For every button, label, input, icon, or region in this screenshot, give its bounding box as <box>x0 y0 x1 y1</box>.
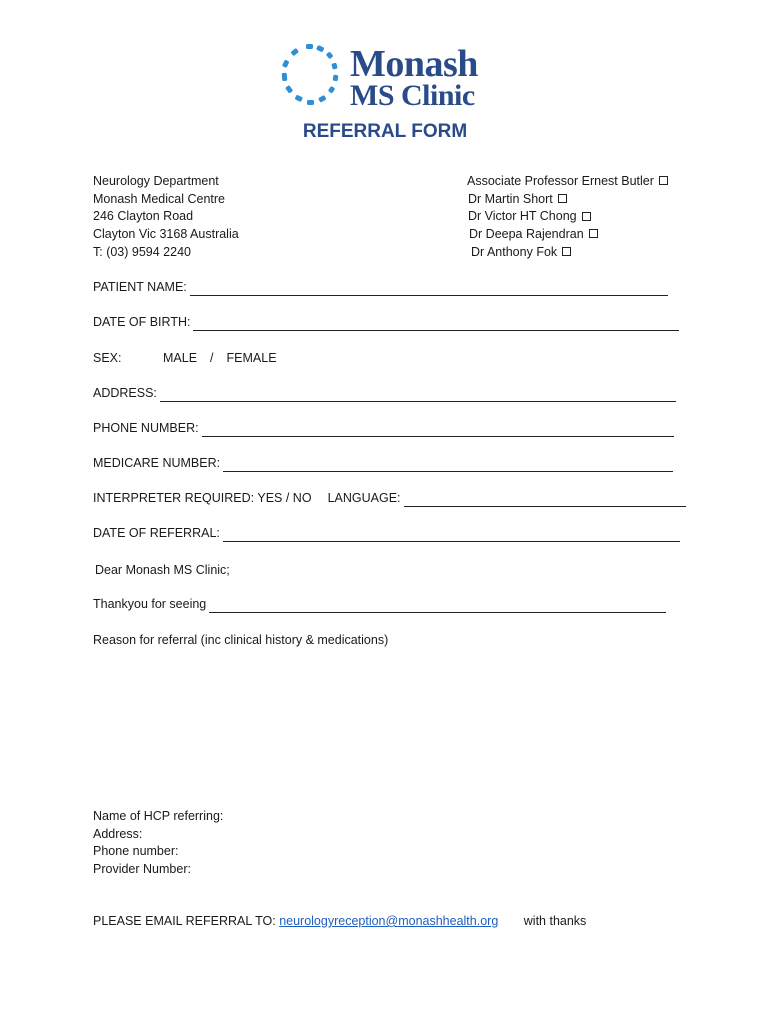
email-link[interactable]: neurologyreception@monashhealth.org <box>279 914 499 928</box>
doctor-option[interactable] <box>467 225 668 243</box>
address-input-line[interactable] <box>160 389 676 402</box>
address-line: Clayton Vic 3168 Australia <box>93 227 239 242</box>
doctor-checkbox[interactable] <box>659 176 668 185</box>
doctor-option[interactable] <box>467 243 668 261</box>
doctor-option[interactable] <box>467 207 668 225</box>
referral-date-field <box>93 524 680 542</box>
address-label: ADDRESS: <box>93 386 157 400</box>
address-line: Neurology Department <box>93 174 219 188</box>
doctor-checkbox[interactable] <box>558 194 567 203</box>
referral-date-label: DATE OF REFERRAL: <box>93 526 220 540</box>
email-instruction <box>93 912 586 930</box>
language-label: LANGUAGE: <box>327 491 401 505</box>
sex-separator: / <box>210 351 214 365</box>
thankyou-label: Thankyou for seeing <box>93 597 207 611</box>
doctor-list <box>467 172 668 260</box>
patient-name-input-line[interactable] <box>190 283 668 296</box>
interpreter-label[interactable]: INTERPRETER REQUIRED: YES / NO <box>93 491 312 505</box>
sex-field <box>93 349 277 367</box>
medicare-field <box>93 454 673 472</box>
sex-male-option[interactable]: MALE <box>163 351 198 365</box>
doctor-label: Associate Professor Ernest Butler <box>467 173 654 188</box>
doctor-checkbox[interactable] <box>582 212 591 221</box>
medicare-label: MEDICARE NUMBER: <box>93 456 221 470</box>
hcp-provider-label: Provider Number: <box>93 862 191 877</box>
letter-greeting: Dear Monash MS Clinic; <box>95 563 230 577</box>
address-line: 246 Clayton Road <box>93 209 194 224</box>
patient-name-label: PATIENT NAME: <box>93 280 187 294</box>
referral-date-input-line[interactable] <box>223 529 680 542</box>
phone-label: PHONE NUMBER: <box>93 421 199 435</box>
doctor-checkbox[interactable] <box>562 247 571 256</box>
medicare-input-line[interactable] <box>223 459 673 472</box>
dob-label: DATE OF BIRTH: <box>93 315 191 329</box>
dotted-ring-icon <box>278 42 348 112</box>
dob-field <box>93 313 679 331</box>
logo-text-ms-clinic: MS Clinic <box>350 79 475 112</box>
doctor-label: Dr Deepa Rajendran <box>469 226 584 241</box>
thankyou-input-line[interactable] <box>209 600 666 613</box>
logo-text-monash: Monash <box>350 43 478 85</box>
doctor-label: Dr Martin Short <box>468 191 553 206</box>
address-line: T: (03) 9594 2240 <box>93 244 191 259</box>
address-field <box>93 384 676 402</box>
reason-for-referral-label: Reason for referral (inc clinical history & medications) <box>93 633 389 647</box>
doctor-checkbox[interactable] <box>589 229 598 238</box>
closing-text: with thanks <box>523 914 587 928</box>
hcp-name-label: Name of HCP referring: <box>93 809 224 823</box>
patient-name-field <box>93 278 668 296</box>
doctor-label: Dr Anthony Fok <box>471 244 558 259</box>
phone-field <box>93 419 674 437</box>
language-input-line[interactable] <box>404 494 686 507</box>
dob-input-line[interactable] <box>193 318 679 331</box>
interpreter-field <box>93 489 686 507</box>
monash-ms-clinic-logo <box>278 42 498 114</box>
sex-label: SEX: <box>93 351 122 365</box>
thankyou-field <box>93 595 666 613</box>
phone-input-line[interactable] <box>202 424 674 437</box>
doctor-option[interactable] <box>467 172 668 190</box>
hcp-details <box>93 807 223 878</box>
doctor-option[interactable] <box>467 190 668 208</box>
page-title: REFERRAL FORM <box>302 121 468 142</box>
sex-female-option[interactable]: FEMALE <box>226 351 277 365</box>
hcp-phone-label: Phone number: <box>93 844 179 859</box>
department-address <box>93 172 239 260</box>
doctor-label: Dr Victor HT Chong <box>468 209 577 224</box>
email-prompt: PLEASE EMAIL REFERRAL TO: <box>93 914 276 928</box>
hcp-address-label: Address: <box>93 826 143 841</box>
address-line: Monash Medical Centre <box>93 191 226 206</box>
